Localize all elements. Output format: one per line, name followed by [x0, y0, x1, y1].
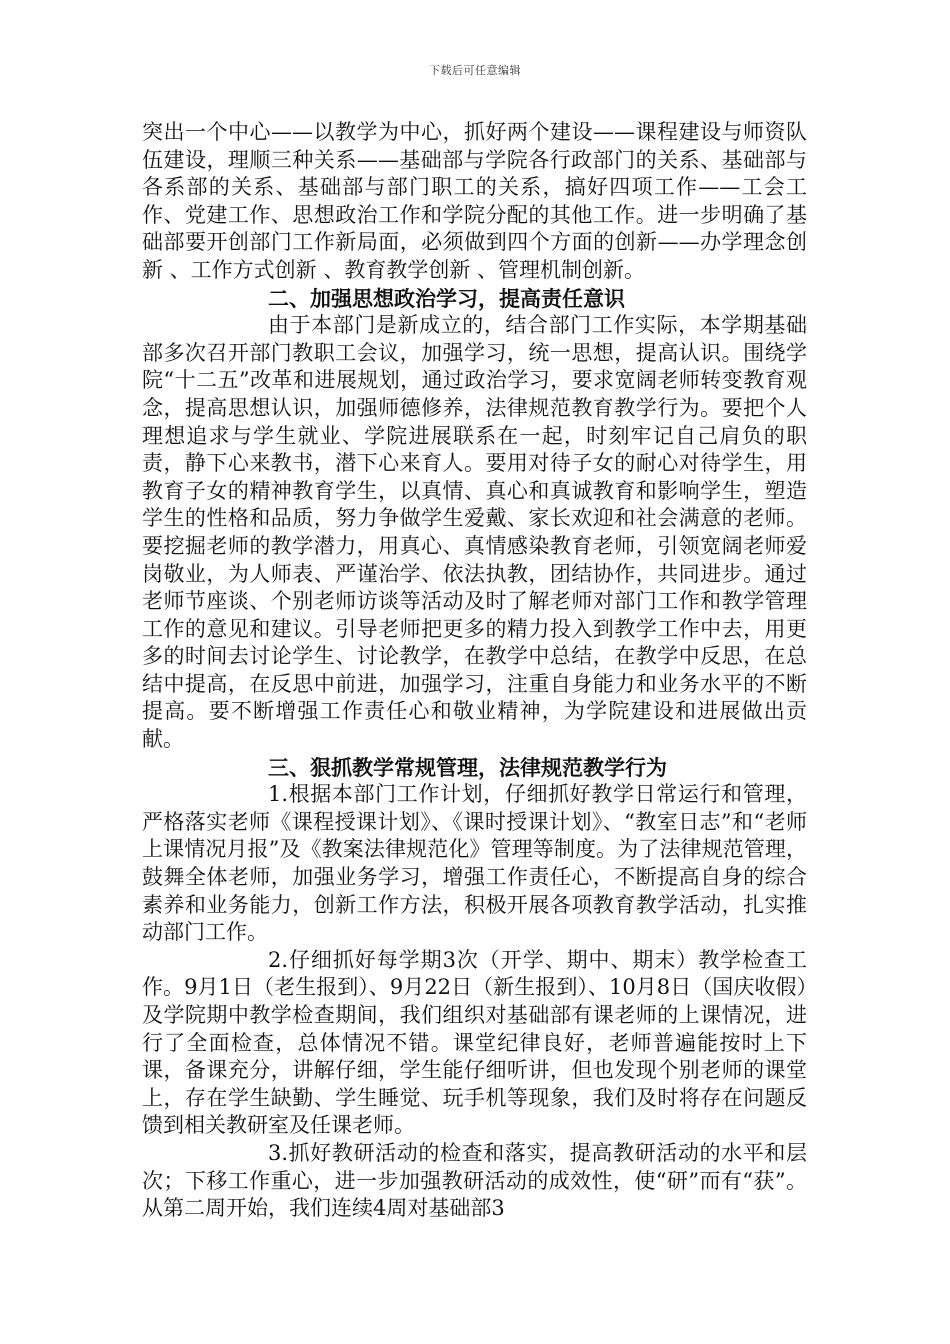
section-3-item-3: 3.抓好教研活动的检查和落实，提高教研活动的水平和层次；下移工作重心，进一步加强教研活动的成效性，使“研”而有“获”。从第二周开始，我们连续4周对基础部3	[142, 1140, 807, 1221]
section-2-heading: 二、加强思想政治学习，提高责任意识	[268, 285, 625, 311]
section-3-heading: 三、狠抓教学常规管理，法律规范教学行为	[268, 754, 667, 780]
section-3-item-1: 1.根据本部门工作计划，仔细抓好教学日常运行和管理，严格落实老师《课程授课计划》、《课时授课计划》、“教室日志”和“老师上课情况月报”及《教案法律规范化》管理等制度。为了法律规范管理，鼓舞全体老师，加强业务学习，增强工作责任心，不断提高自身的综合素养和业务能力，创新工作方法，积极开展各项教育教学活动，扎实推动部门工作。	[142, 782, 807, 945]
section-3-item-2: 2.仔细抓好每学期3次（开学、期中、期末）教学检查工作。9月1日（老生报到）、9月22日（新生报到）、10月8日（国庆收假）及学院期中教学检查期间，我们组织对基础部有课老师的上课情况，进行了全面检查，总体情况不错。课堂纪律良好，老师普遍能按时上下课，备课充分，讲解仔细，学生能仔细听讲，但也发现个别老师的课堂上，存在学生缺勤、学生睡觉、玩手机等现象，我们及时将存在问题反馈到相关教研室及任课老师。	[142, 947, 807, 1138]
page-header: 下载后可任意编辑	[429, 64, 521, 77]
section-2-paragraph: 由于本部门是新成立的，结合部门工作实际，本学期基础部多次召开部门教职工会议，加强学习，统一思想，提高认识。围绕学院“十二五”改革和进展规划，通过政治学习，要求宽阔老师转变教育观念，提高思想认识，加强师德修养，法律规范教育教学行为。要把个人理想追求与学生就业、学院进展联系在一起，时刻牢记自己肩负的职责，静下心来教书，潜下心来育人。要用对待子女的耐心对待学生，用教育子女的精神教育学生，以真情、真心和真诚教育和影响学生，塑造学生的性格和品质，努力争做学生爱戴、家长欢迎和社会满意的老师。要挖掘老师的教学潜力，用真心、真情感染教育老师，引领宽阔老师爱岗敬业，为人师表、严谨治学、依法执教，团结协作，共同进步。通过老师节座谈、个别老师访谈等活动及时了解老师对部门工作和教学管理工作的意见和建议。引导老师把更多的精力投入到教学工作中去，用更多的时间去讨论学生、讨论教学，在教学中总结，在教学中反思，在总结中提高，在反思中前进，加强学习，注重自身能力和业务水平的不断提高。要不断增强工作责任心和敬业精神，为学院建设和进展做出贡献。	[142, 313, 807, 752]
document-body	[142, 119, 807, 1223]
intro-paragraph: 突出一个中心——以教学为中心，抓好两个建设——课程建设与师资队伍建设，理顺三种关系——基础部与学院各行政部门的关系、基础部与各系部的关系、基础部与部门职工的关系，搞好四项工作——工会工作、党建工作、思想政治工作和学院分配的其他工作。进一步明确了基础部要开创部门工作新局面，必须做到四个方面的创新——办学理念创新 、工作方式创新 、教育教学创新 、管理机制创新。	[142, 120, 807, 282]
